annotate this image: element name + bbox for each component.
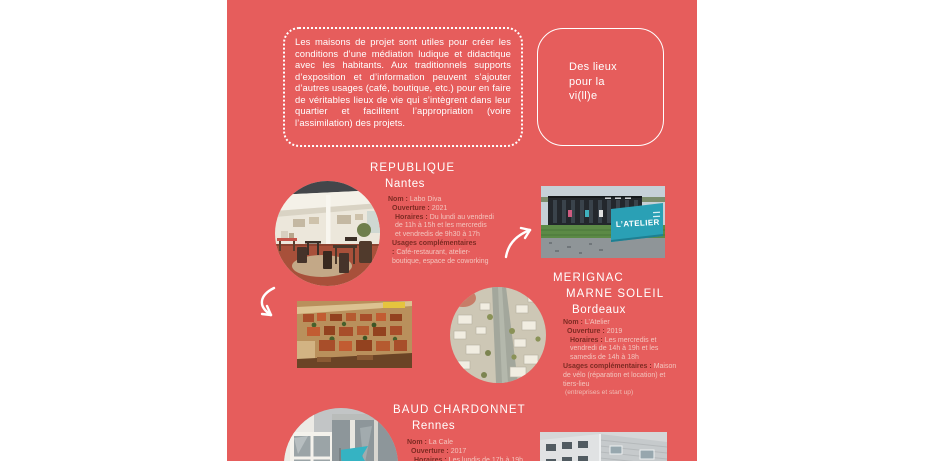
intro-text-box: [283, 27, 523, 147]
photo-aerial-orange-model: [297, 301, 412, 368]
callout-line: pour la: [569, 75, 605, 88]
detail-note: (entreprises et start up): [565, 389, 634, 397]
detail-label: Ouverture :: [392, 204, 430, 212]
section-details-baud: [407, 439, 533, 461]
detail-row-usages: [388, 240, 494, 266]
section-title-republique: REPUBLIQUE: [370, 162, 456, 174]
detail-value: 2021: [431, 204, 448, 212]
detail-row-horaires: [407, 457, 533, 461]
photo-grey-building: [540, 432, 667, 461]
callout-line: Des lieux: [569, 61, 617, 73]
detail-value: Les lundis de 17h à 19h: [448, 456, 524, 461]
section-city-nantes: Nantes: [385, 178, 426, 190]
detail-row-ouverture: [563, 328, 679, 337]
detail-label: Ouverture :: [567, 327, 605, 335]
detail-row-horaires: [563, 337, 679, 363]
detail-label: Nom :: [563, 319, 583, 326]
curved-arrow-down-icon: [262, 288, 274, 315]
detail-label: Nom :: [407, 439, 427, 446]
detail-label: Usages complémentaires :: [392, 239, 477, 256]
photo-white-maquette: [450, 287, 546, 383]
detail-row-ouverture: [388, 205, 494, 214]
detail-row-horaires: [388, 214, 494, 240]
detail-value: Café-restaurant, atelier-boutique, espace de coworking: [392, 248, 489, 265]
detail-label: Ouverture :: [411, 447, 449, 455]
callout-line: vi(ll)e: [569, 90, 598, 102]
coral-panel: [227, 0, 697, 461]
detail-row-ouverture: [407, 448, 533, 457]
detail-value: Les mercredis et vendredi de 14h à 19h et les samedis de 14h à 18h: [570, 336, 659, 362]
callout-box: [537, 28, 664, 146]
photo-atelier-building: [541, 186, 665, 258]
curved-arrow-up-icon: [506, 228, 530, 257]
photo-storefront-flag: [284, 408, 398, 461]
detail-value: L’Atelier: [584, 319, 610, 326]
detail-row-nom: [563, 319, 679, 328]
detail-label: Horaires :: [570, 336, 603, 344]
photo-cafe-interior: [275, 181, 380, 286]
detail-label: Nom :: [388, 196, 408, 203]
intro-paragraph: Les maisons de projet sont utiles pour créer les conditions d’une médiation ludique et didactique avec les habitants. Aux traditionnels supports d’exposition et d’information peuvent s’ajouter d’autres usages (café, boutique, etc.) pour en faire de véritables lieux de vie qui s’intègrent dans leur quartier et facilitent l’appropriation (voire l’assimilation) des projets.: [295, 36, 511, 128]
detail-row-nom: [407, 439, 533, 448]
detail-value: 2017: [450, 447, 467, 455]
section-city-rennes: Rennes: [412, 420, 456, 432]
section-city-bordeaux: Bordeaux: [572, 304, 627, 316]
section-title-baud-chardonnet: BAUD CHARDONNET: [393, 404, 526, 416]
detail-label: Horaires :: [395, 213, 428, 221]
section-title-merignac-line2: MARNE SOLEIL: [566, 288, 665, 300]
detail-value: Maison de vélo (réparation et location) et tiers-lieu: [563, 362, 677, 388]
detail-label: Usages complémentaires :: [563, 362, 652, 370]
detail-row-nom: [388, 196, 494, 205]
callout-text: [569, 60, 617, 104]
detail-row-usages: [563, 363, 679, 389]
detail-value: 2019: [606, 327, 623, 335]
section-details-merignac: [563, 319, 679, 398]
detail-value: Labo Diva: [409, 196, 442, 203]
detail-value: La Cale: [428, 439, 453, 446]
section-details-republique: [388, 196, 494, 266]
atelier-sign-text: L’ATELIER: [615, 217, 660, 229]
detail-value: Du lundi au vendredi de 11h à 15h et les mercredis et vendredis de 9h30 à 17h: [395, 213, 494, 239]
section-title-merignac-line1: MERIGNAC: [553, 272, 624, 284]
detail-label: Horaires :: [414, 456, 447, 461]
